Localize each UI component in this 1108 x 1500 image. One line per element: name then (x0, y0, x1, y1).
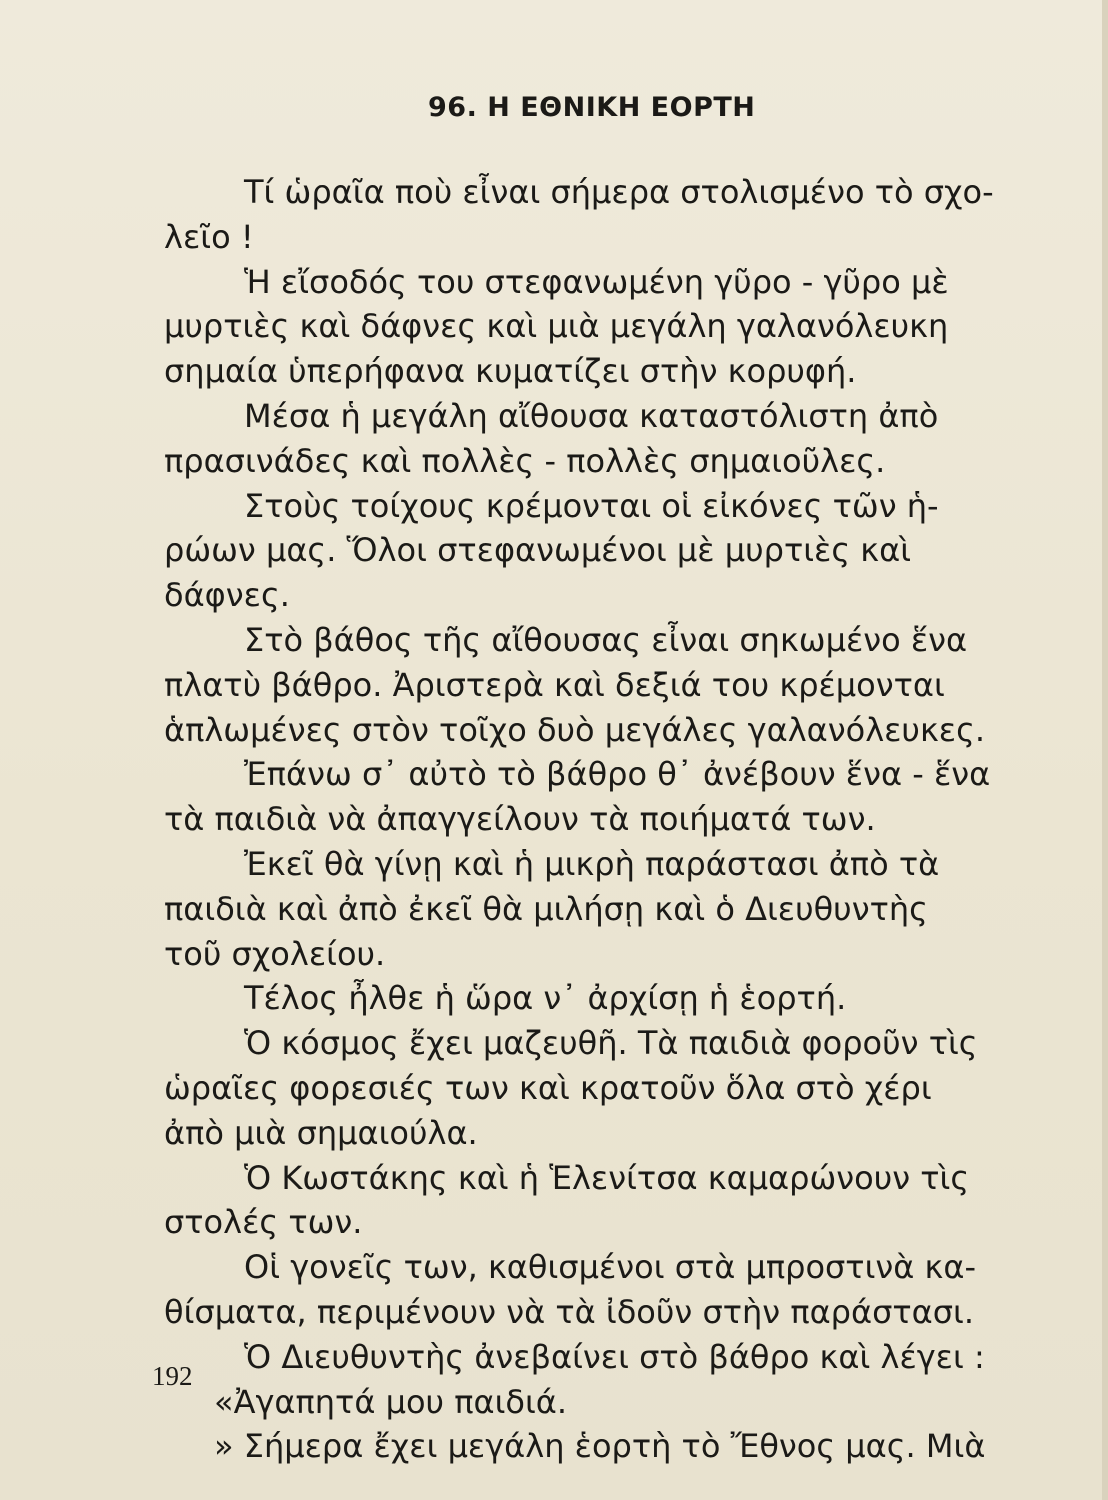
text-line: Μέσα ἡ μεγάλη αἴθουσα καταστόλιστη ἀπὸ (244, 396, 939, 435)
text-line: σημαία ὑπερήφανα κυματίζει στὴν κορυφή. (164, 352, 857, 391)
text-line: θίσματα, περιμένουν νὰ τὰ ἰδοῦν στὴν παράστασι. (164, 1292, 974, 1331)
text-line: Ἐκεῖ θὰ γίνῃ καὶ ἡ μικρὴ παράστασι ἀπὸ τὰ (244, 844, 940, 883)
text-line: Στὸ βάθος τῆς αἴθουσας εἶναι σηκωμένο ἕνα (244, 620, 968, 659)
text-line: μυρτιὲς καὶ δάφνες καὶ μιὰ μεγάλη γαλανόλευκη (164, 307, 949, 346)
text-line: ἀπὸ μιὰ σημαιούλα. (164, 1113, 478, 1152)
text-line: ρώων μας. Ὅλοι στεφανωμένοι μὲ μυρτιὲς καὶ (164, 531, 912, 570)
text-line: «Ἀγαπητά μου παιδιά. (214, 1382, 568, 1421)
text-line: ἁπλωμένες στὸν τοῖχο δυὸ μεγάλες γαλανόλευκες. (164, 710, 986, 749)
text-line: λεῖο ! (164, 217, 254, 256)
text-line: τοῦ σχολείου. (164, 934, 386, 973)
body-text (164, 170, 1012, 1469)
text-line: δάφνες. (164, 576, 290, 615)
page-edge (1102, 0, 1108, 1500)
text-line: πλατὺ βάθρο. Ἀριστερὰ καὶ δεξιά του κρέμονται (164, 665, 945, 704)
text-line: Ὁ Διευθυντὴς ἀνεβαίνει στὸ βάθρο καὶ λέγει : (244, 1337, 985, 1376)
text-line: τὰ παιδιὰ νὰ ἀπαγγείλουν τὰ ποιήματά των. (164, 800, 876, 839)
text-line: πρασινάδες καὶ πολλὲς - πολλὲς σημαιοῦλες. (164, 441, 886, 480)
text-line: Οἱ γονεῖς των, καθισμένοι στὰ μπροστινὰ κα- (244, 1248, 977, 1287)
text-line: Τί ὡραῖα ποὺ εἶναι σήμερα στολισμένο τὸ σχο- (244, 173, 994, 211)
text-line: Ἐπάνω σ᾽ αὐτὸ τὸ βάθρο θ᾽ ἀνέβουν ἕνα - ἕνα (244, 755, 991, 794)
page-number: 192 (152, 1361, 193, 1391)
text-line: παιδιὰ καὶ ἀπὸ ἐκεῖ θὰ μιλήσῃ καὶ ὁ Διευθυντὴς (164, 889, 928, 928)
text-line: Τέλος ἦλθε ἡ ὥρα ν᾽ ἀρχίσῃ ἡ ἑορτή. (244, 979, 847, 1018)
text-line: Στοὺς τοίχους κρέμονται οἱ εἰκόνες τῶν ἡ- (244, 486, 939, 525)
chapter-title: 96. Η ΕΘΝΙΚΗ ΕΟΡΤΗ (428, 92, 756, 123)
text-line: στολές των. (164, 1203, 363, 1242)
text-line: Ἡ εἴσοδός του στεφανωμένη γῦρο - γῦρο μὲ (244, 262, 949, 301)
text-line: Ὁ κόσμος ἔχει μαζευθῆ. Τὰ παιδιὰ φοροῦν τὶς (244, 1024, 978, 1063)
text-line: Ὁ Κωστάκης καὶ ἡ Ἑλενίτσα καμαρώνουν τὶς (244, 1158, 970, 1197)
text-line: » Σήμερα ἔχει μεγάλη ἑορτὴ τὸ Ἔθνος μας. Μιὰ (214, 1427, 986, 1466)
text-line: ὡραῖες φορεσιές των καὶ κρατοῦν ὅλα στὸ χέρι (164, 1068, 932, 1107)
